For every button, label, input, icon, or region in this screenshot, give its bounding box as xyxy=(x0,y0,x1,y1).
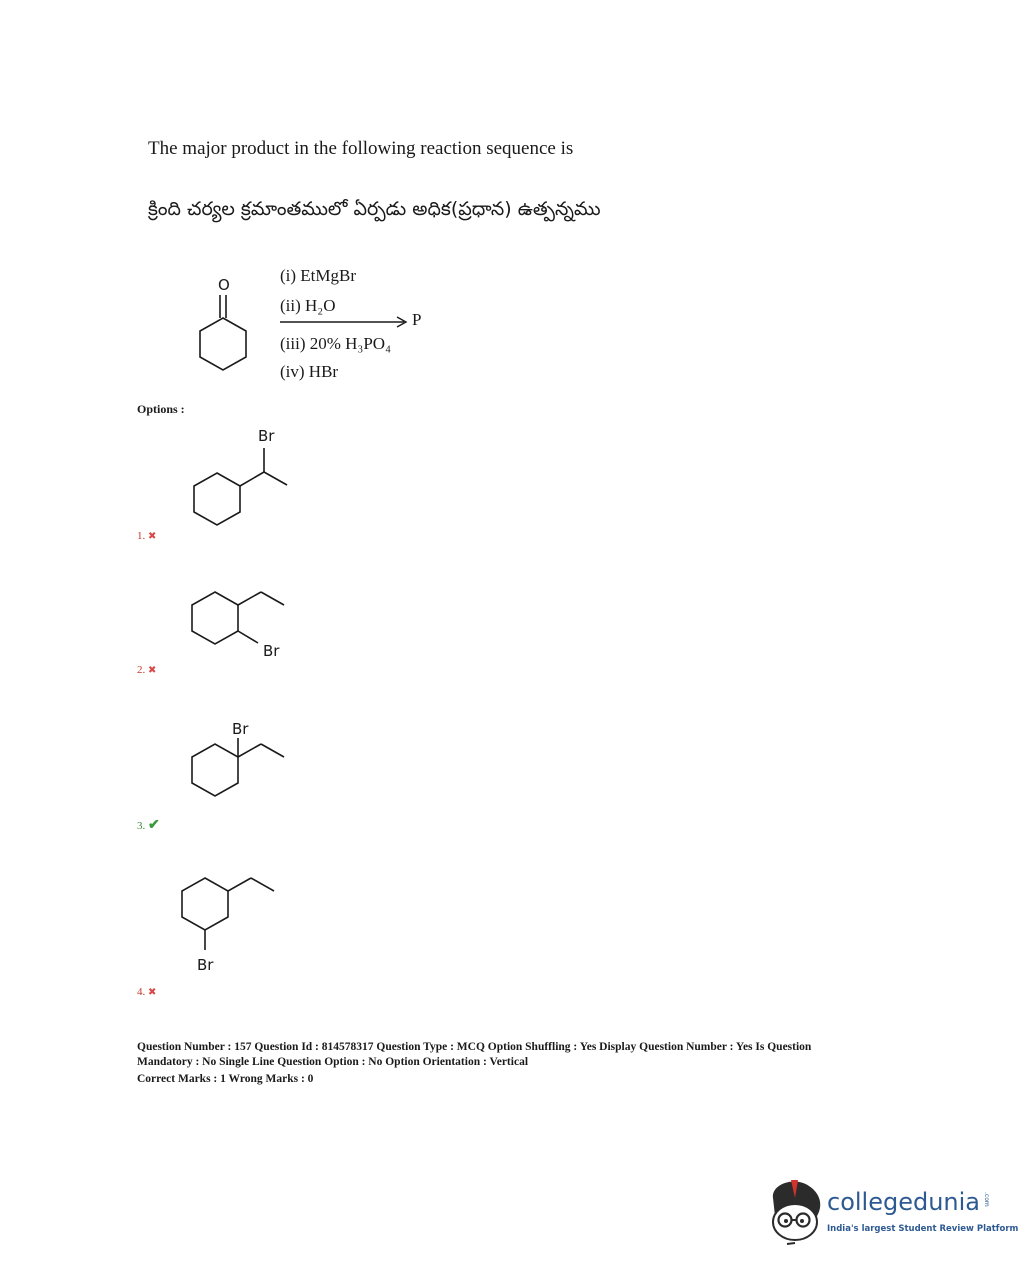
brand-domain: .com xyxy=(983,1192,990,1207)
wrong-mark-icon: ✖ xyxy=(148,531,157,542)
metadata-line-3: Correct Marks : 1 Wrong Marks : 0 xyxy=(137,1073,314,1085)
cyclohexanone-structure xyxy=(180,262,260,382)
option-2-structure xyxy=(180,585,320,665)
option-2-br-label: Br xyxy=(263,642,280,660)
options-heading: Options : xyxy=(137,402,185,416)
question-text-english: The major product in the following reaction sequence is xyxy=(148,138,574,159)
reaction-scheme xyxy=(180,262,440,392)
option-4-br-label: Br xyxy=(197,956,214,974)
reagent-1: (i) EtMgBr xyxy=(280,266,357,285)
option-3-structure xyxy=(180,714,320,809)
option-3-br-label: Br xyxy=(232,720,249,738)
brand-tagline: India's largest Student Review Platform xyxy=(827,1224,1019,1234)
metadata-line-2: Mandatory : No Single Line Question Option : No Option Orientation : Vertical xyxy=(137,1056,529,1068)
wrong-mark-icon: ✖ xyxy=(148,665,157,676)
option-3-number xyxy=(137,817,160,834)
option-1-br-label: Br xyxy=(258,427,275,445)
option-4-number xyxy=(137,986,156,998)
question-text-telugu: క్రింది చర్యల క్రమాంతములో ఏర్పడు అధిక(ప్రధాన) ఉత్పన్నము xyxy=(148,198,601,220)
option-1-number xyxy=(137,530,156,542)
reagent-3: (iii) 20% H₃PO₄ xyxy=(280,334,392,353)
option-2-number-text: 2. xyxy=(137,664,146,676)
option-2-number xyxy=(137,664,156,676)
question-metadata xyxy=(137,1040,897,1087)
option-4-number-text: 4. xyxy=(137,986,146,998)
brand-name: collegedunia xyxy=(827,1188,981,1216)
collegedunia-logo xyxy=(765,1176,1019,1246)
option-4-structure xyxy=(170,868,310,978)
reaction-arrow xyxy=(280,312,420,332)
reactant-oxygen-label: O xyxy=(218,276,230,294)
product-label: P xyxy=(412,310,422,329)
option-1-structure xyxy=(180,422,320,532)
check-mark-icon: ✔ xyxy=(148,818,160,833)
reagent-2: (ii) H₂O xyxy=(280,296,336,315)
mascot-icon xyxy=(765,1176,825,1246)
option-1-number-text: 1. xyxy=(137,530,146,542)
wrong-mark-icon: ✖ xyxy=(148,987,157,998)
option-3-number-text: 3. xyxy=(137,820,146,832)
reagent-4: (iv) HBr xyxy=(280,362,339,381)
metadata-line-1: Question Number : 157 Question Id : 814578317 Question Type : MCQ Option Shuffling : Yes Display Question Number : Yes Is Question xyxy=(137,1041,812,1053)
